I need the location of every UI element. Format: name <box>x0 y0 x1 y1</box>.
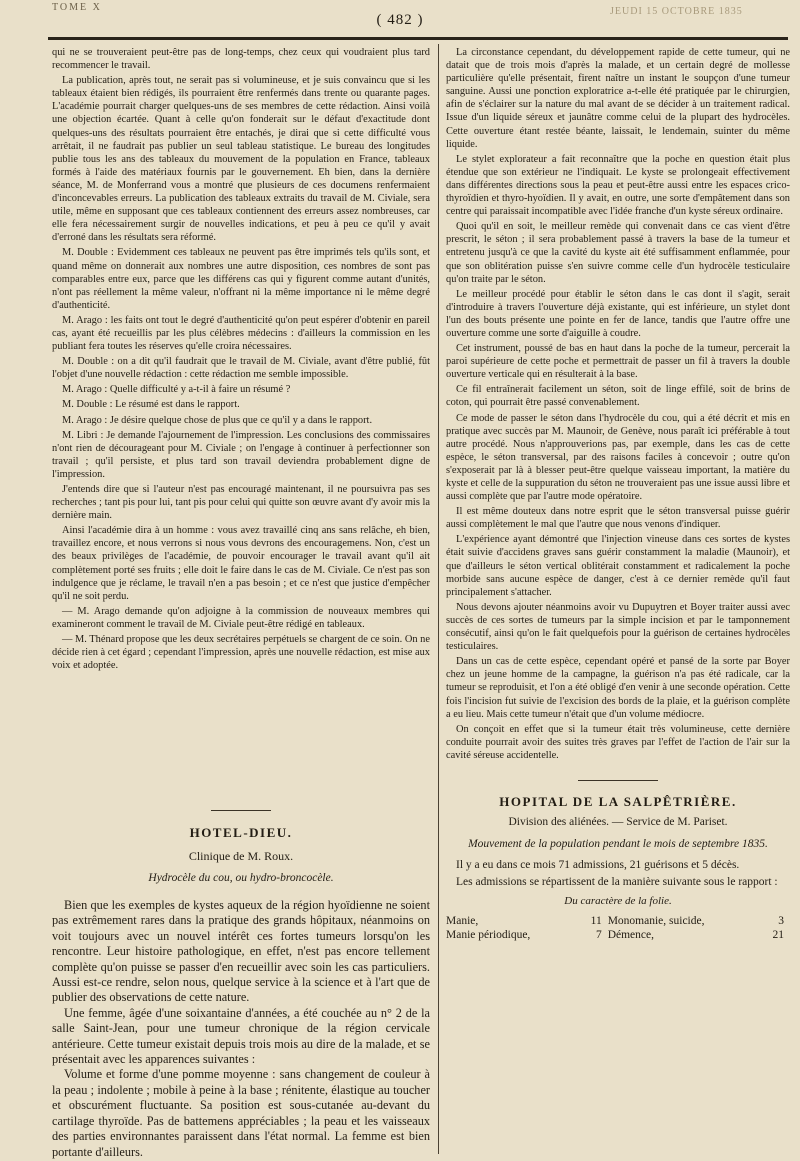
salpetriere-subtitle: Division des aliénées. — Service de M. Pariset. <box>508 816 728 829</box>
paragraph: Quoi qu'il en soit, le meilleur remède qui convenait dans ce cas vient d'être prescrit, le séton ; il sera probablement passé à travers la base de la tumeur et entretenu jusqu'à ce que la cavité du kyste ait été suffisamment enflammée, pour que son oblitération puisse s'en suivre comme celle d'un hydrocèle testiculaire qu'on traite par le séton. <box>446 221 790 285</box>
paragraph: M. Libri : Je demande l'ajournement de l'impression. Les conclusions des commissaires n'ont rien de décourageant pour M. Civiale ; on l'engage à continuer à perfectionner son travail ; qu'il persiste, et plus tard son travail deviendra probablement digne de l'impression. <box>52 429 430 480</box>
page-number: ( 482 ) <box>376 12 424 28</box>
salpetriere-title: HOPITAL DE LA SALPÊTRIÈRE. <box>499 793 737 809</box>
paragraph: Une femme, âgée d'une soixantaine d'années, a été couchée au n° 2 de la salle Saint-Jean, pour une tumeur chronique de la région cervicale antérieure. Cette tumeur existait depuis trois mois au dire de la malade, et se présentait avec les apparences suivantes : <box>52 1005 430 1067</box>
right-column-body <box>446 46 790 762</box>
paragraph: Ce mode de passer le séton dans l'hydrocèle du cou, qui a été décrit et mis en pratique avec succès par M. Maunoir, de Genève, nous paraît ici préférable à tout autre procédé. Nous n'approuverions pas, par exemple, dans les cas de cette espèce, le séton transversal, par des raisons faciles à concevoir ; outre qu'on s'exposerait par là à blesser peut-être quelque vaisseau important, la matière du kyste et celle de la suppuration du séton ne trouveraient pas une issue aussi libre et aussi complète que par l'autre mode opératoire. <box>446 412 790 503</box>
case-title: Hydrocèle du cou, ou hydro-broncocèle. <box>148 872 334 884</box>
column-divider <box>438 44 439 1154</box>
table-cell: 21 <box>772 929 784 942</box>
paragraph: Ainsi l'académie dira à un homme : vous avez travaillé cinq ans sans relâche, eh bien, travaillez encore, et nous verrons si nous vous devrons des encouragemens. Non, c'est un des beaux privilèges de l'académie, de pouvoir encourager le travail avant qu'il ait complètement porté ses fruits ; elle doit le faire dans le cas de M. Civiale. Ce n'est pas son indulgence que je réclame, le travail n'en a pas besoin ; et ce n'est que justice d'empêcher qu'il ne soit perdu. <box>52 525 430 602</box>
paragraph: Le stylet explorateur a fait reconnaître que la poche en question était plus étendue que son extérieur ne l'indiquait. Le kyste se prolongeait effectivement dans différentes directions sous la peau et peut-être aussi entre les espaces crico-thyroïdien et thyro-hyoïdien. Il y avait, en outre, une sorte d'empâtement dans son centre qui paraissait incompatible avec l'idée franche d'un kyste séreux ordinaire. <box>446 153 790 218</box>
paragraph: Nous devons ajouter néanmoins avoir vu Dupuytren et Boyer traiter aussi avec succès de ces sortes de tumeurs par la simple incision et par le tamponnement consécutif, ainsi qu'on le fait quelquefois pour la guérison de certaines hydrocèles testiculaires. <box>446 601 790 653</box>
paragraph: M. Double : Le résumé est dans le rapport. <box>62 399 240 411</box>
paragraph: Volume et forme d'une pomme moyenne : sans changement de couleur à la peau ; indolente ; mobile à peine à la base ; rénitente, élastique au toucher et obscurément fluctuante. Sa position est sous-cutanée au-devant du cartilage thyroïde. Pas de battemens appréciables ; la peau et les vaisseaux des parties environnantes paraissent dans l'état normal. La femme est bien portante d'ailleurs. <box>52 1067 430 1159</box>
movement-title: Mouvement de la population pendant le mois de septembre 1835. <box>468 838 768 851</box>
running-head-left: TOME X <box>52 2 102 13</box>
table-row <box>446 928 790 942</box>
paragraph: M. Double : on a dit qu'il faudrait que le travail de M. Civiale, avant d'être publié, fût l'objet d'une nouvelle rédaction : cette rédaction me semble impossible. <box>52 356 430 381</box>
paragraph: On conçoit en effet que si la tumeur était très volumineuse, cette dernière conduite pourrait avoir des suites très graves par l'effet de l'action de l'air sur la cavité séreuse accidentelle. <box>446 723 790 761</box>
paragraph: — M. Thénard propose que les deux secrétaires perpétuels se chargent de ce soin. On ne décide rien à cet égard ; cependant l'impression, après une nouvelle rédaction, est mise aux voix et adoptée. <box>52 634 430 672</box>
paragraph: Le meilleur procédé pour établir le séton dans le cas dont il s'agit, serait d'introduire à travers l'ouverture déjà existante, qui est inférieure, un stylet dont l'un des bouts présente une pointe en fer de lance, tandis que l'autre offre une ouverture comme une sorte d'aiguille à coudre. <box>446 288 790 339</box>
paragraph: Il est même douteux dans notre esprit que le séton transversal puisse guérir aussi complètement le mal que l'autre que nous venons d'indiquer. <box>446 506 790 531</box>
table-cell: 7 <box>595 929 602 942</box>
table-cell: Manie, <box>446 915 479 928</box>
salpetriere-stats <box>446 837 790 942</box>
paragraph: M. Double : Evidemment ces tableaux ne peuvent pas être imprimés tels qu'ils sont, et quand même on donnerait aux nombres une autre disposition, ces nombres de sont pas comparables entre eux, parce que les différens cas qui y figurent comme autant d'unités, n'ont pas réellement la même valeur, n'offrant ni la même importance ni le même degré d'authenticité. <box>52 247 430 311</box>
paragraph: M. Arago : Quelle difficulté y a-t-il à faire un résumé ? <box>62 384 291 396</box>
table-cell: 11 <box>590 915 602 928</box>
table-cell: Monomanie, suicide, <box>607 915 705 928</box>
paragraph: Cet instrument, poussé de bas en haut dans la poche de la tumeur, percerait la paroi supérieure de cette poche et permettrait de passer un fil à travers la double ouverture verticale qui en résulterait à la base. <box>446 343 790 381</box>
hotel-dieu-section <box>52 800 430 1160</box>
admissions-intro: Les admissions se répartissent de la manière suivante sous le rapport : <box>456 876 778 889</box>
paragraph: La publication, après tout, ne serait pas si volumineuse, et je suis convaincu que si les tableaux étaient bien rédigés, ils pourraient être renfermés dans trente ou quarante pages. L'académie pourrait charger quelques-uns de ses membres de cette rédaction. Ainsi voilà une objection écartée. Quant à celle qu'on fonderait sur le défaut d'exactitude dont quelques-uns des résultats pourraient être entachés, je dirai que si cette difficulté vous arrêtait, il ne faudrait pas publier un seul tableau statistique. Le bureau des longitudes publie tous les ans des tableaux du mouvement de la population en France, tableaux formés à l'aide des matériaux fournis par le gouvernement. Eh bien, dans la dernière séance, M. de Monferrand vous a montré que plusieurs de ces documens renfermaient d'inconcevables erreurs. La publication des tableaux extraits du travail de M. Civiale, sera utile, même en supposant que ces tableaux contiennent des erreurs assez nombreuses, car elle fera nécessairement surgir de nouvelles indications, et peu à peu ce qu'il y avait d'erroné dans les résultats sera réformé. <box>52 75 430 244</box>
paragraph: J'entends dire que si l'auteur n'est pas encouragé maintenant, il ne poursuivra pas ses recherches ; tant pis pour lui, tant pis pour celui qui quitte son œuvre avant d'y avoir mis la dernière main. <box>52 484 430 522</box>
paragraph: Dans un cas de cette espèce, cependant opéré et pansé de la sorte par Boyer chez un jeune homme de la campagne, la guérison n'a pas été radicale, car la tumeur se reproduisit, et l'on a été obligé d'en venir à une seconde opération. Cette fois l'incision fut suivie de l'excision des bords de la plaie, et la guérison complète a eu lieu. Mais cette tumeur n'était que d'un volume médiocre. <box>446 656 790 720</box>
folie-table <box>446 914 790 942</box>
paragraph: qui ne se trouveraient peut-être pas de long-temps, chez ceux qui voudraient plus tard recommencer le travail. <box>52 47 430 72</box>
table-cell: 3 <box>778 915 784 928</box>
paragraph: M. Arago : Je désire quelque chose de plus que ce qu'il y a dans le rapport. <box>62 414 373 426</box>
right-column <box>446 46 790 1154</box>
paragraph: — M. Arago demande qu'on adjoigne à la commission de nouveaux membres qui examineront comment le travail de M. Civiale peut-être rédigé en tableaux. <box>52 605 430 630</box>
admissions-summary: Il y a eu dans ce mois 71 admissions, 21 guérisons et 5 décès. <box>456 858 740 871</box>
hotel-dieu-body <box>52 898 430 1160</box>
clinic-subtitle: Clinique de M. Roux. <box>188 849 294 863</box>
paragraph: L'expérience ayant démontré que l'injection vineuse dans ces sortes de kystes était suivie d'accidens graves sans guérir constamment la maladie (Maunoir), et que d'ailleurs le séton vertical oblitérait constamment et radicalement la poche morbide sans aucune espèce de danger, c'est à ce dernier remède qu'il faut principalement s'attacher. <box>446 534 790 598</box>
table-row <box>446 914 790 928</box>
paragraph: Bien que les exemples de kystes aqueux de la région hyoïdienne ne soient pas extrêmement rares dans la pratique des grands hôpitaux, néanmoins on voit toujours avec un nouvel intérêt ces fortes tumeurs lorsqu'on les rencontre. Leur histoire pathologique, en effet, n'est pas encore tellement complète qu'on puisse se passer d'en recueillir avec soin les cas particuliers. Aussi est-ce rendre, selon nous, quelque service à la science et à l'art que de publier des observations de cette nature. <box>52 898 430 1005</box>
hotel-dieu-title: HOTEL-DIEU. <box>189 825 293 840</box>
paragraph: M. Arago : les faits ont tout le degré d'authenticité qu'on peut espérer d'obtenir en pareil cas, ayant été recueillis par les plus célèbres médecins : d'ailleurs la commission en les publiant fera toutes les réserves qu'elle croira nécessaires. <box>52 314 430 353</box>
paragraph: La circonstance cependant, du développement rapide de cette tumeur, qui ne datait que de trois mois d'après la malade, et un certain degré de mollesse particulière qu'elle présentait, firent naître un instant le soupçon d'une tumeur sanguine. Aussi une ponction exploratrice a-t-elle été pratiquée par le chirurgien, afin de s'éclairer sur la nature du mal avant de se décider à un traitement radical. Issue d'un liquide séreux et jaunâtre comme celui de la plupart des hydrocèles. Cette ouverture étant restée béante, laissait, le lendemain, suinter du même liquide. <box>446 47 790 150</box>
table-cell: Démence, <box>607 929 654 942</box>
top-rule <box>48 37 788 40</box>
left-column-debate <box>52 46 430 791</box>
folie-title: Du caractère de la folie. <box>564 894 672 907</box>
paragraph: Ce fil entraînerait facilement un séton, soit de linge effilé, soit de brins de coton, qui pourrait être passé convenablement. <box>446 384 790 409</box>
section-separator <box>211 810 271 811</box>
table-cell: Manie périodique, <box>446 929 531 942</box>
running-head-right: JEUDI 15 OCTOBRE 1835 <box>610 6 743 17</box>
section-separator <box>578 780 658 781</box>
